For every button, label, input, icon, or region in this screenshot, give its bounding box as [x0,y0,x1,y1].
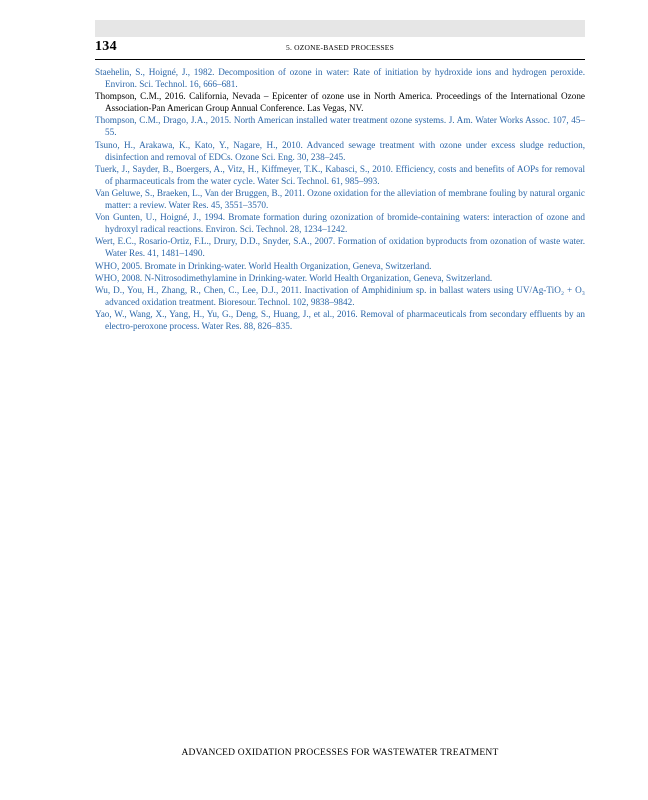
reference-item-who-2008[interactable]: WHO, 2008. N-Nitrosodimethylamine in Drinking-water. World Health Organization, Geneva, Switzerland. [95,272,493,283]
reference-item-thompson-2015[interactable]: Thompson, C.M., Drago, J.A., 2015. North American installed water treatment ozone systems. J. Am. Water Works Assoc. 107, 45–55. [95,115,585,138]
reference-item-thompson-2016: Thompson, C.M., 2016. California, Nevada – Epicenter of ozone use in North America. Proceedings of the International Ozone Association-Pan American Group Annual Conference. Las Vegas, NV. [95,91,585,114]
page-number: 134 [95,39,117,54]
reference-item-staehelin[interactable]: Staehelin, S., Hoigné, J., 1982. Decomposition of ozone in water: Rate of initiation by hydroxide ions and hydrogen peroxide. Environ. Sci. Technol. 16, 666–681. [95,67,585,90]
header-shade-bar [95,20,585,37]
reference-list [95,66,585,332]
reference-item-who-2005[interactable]: WHO, 2005. Bromate in Drinking-water. World Health Organization, Geneva, Switzerland. [95,260,432,271]
reference-item-van-geluwe[interactable]: Van Geluwe, S., Braeken, L., Van der Bruggen, B., 2011. Ozone oxidation for the alleviation of membrane fouling by natural organic matter: a review. Water Res. 45, 3551–3570. [95,187,585,211]
page-footer-book-title: ADVANCED OXIDATION PROCESSES FOR WASTEWATER TREATMENT [181,748,499,758]
page-header [95,37,585,60]
running-head: 5. OZONE-BASED PROCESSES [286,43,394,52]
reference-item-tsuno[interactable]: Tsuno, H., Arakawa, K., Kato, Y., Nagare, H., 2010. Advanced sewage treatment with ozone under excess sludge reduction, disinfection and removal of EDCs. Ozone Sci. Eng. 30, 238–245. [95,139,585,162]
reference-item-wert[interactable]: Wert, E.C., Rosario-Ortiz, F.L., Drury, D.D., Snyder, S.A., 2007. Formation of oxidation byproducts from ozonation of waste water. Water Res. 41, 1481–1490. [95,236,585,259]
reference-item-tuerk[interactable]: Tuerk, J., Sayder, B., Boergers, A., Vitz, H., Kiffmeyer, T.K., Kabasci, S., 2010. Efficiency, costs and benefits of AOPs for removal of pharmaceuticals from the water cycle. Water Sci. Technol. 61, 985–993. [95,163,585,186]
reference-item-von-gunten[interactable]: Von Gunten, U., Hoigné, J., 1994. Bromate formation during ozonization of bromide-containing waters: interaction of ozone and hydroxyl radical reactions. Environ. Sci. Technol. 28, 1234–1242. [95,212,585,235]
reference-item-yao[interactable]: Yao, W., Wang, X., Yang, H., Yu, G., Deng, S., Huang, J., et al., 2016. Removal of pharmaceuticals from secondary effluents by an electro-peroxone process. Water Res. 88, 826–835. [95,308,585,331]
reference-item-wu[interactable]: Wu, D., You, H., Zhang, R., Chen, C., Lee, D.J., 2011. Inactivation of Amphidinium sp. in ballast waters using UV/Ag-TiO₂ + O₃ advanced oxidation treatment. Bioresour. Technol. 102, 9838–9842. [95,284,585,307]
